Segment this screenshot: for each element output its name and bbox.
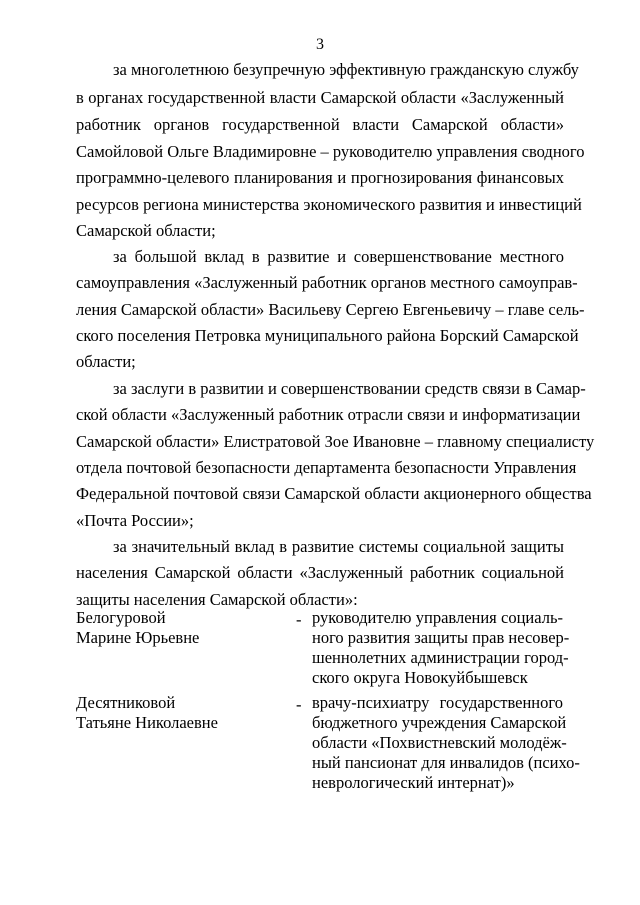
paragraph-line: Самарской области» Елистратовой Зое Ивановне – главному специалисту: [76, 432, 595, 451]
paragraph-line: ского поселения Петровка муниципального района Борский Самарской: [76, 326, 579, 345]
awardee-description-line: ного развития защиты прав несовер-: [312, 628, 570, 647]
paragraph-line: отдела почтовой безопасности департамента безопасности Управления: [76, 458, 577, 477]
paragraph-line: «Почта России»;: [76, 511, 194, 530]
paragraph-line: работник органов государственной власти Самарской области»: [76, 115, 564, 134]
awardee-description-line: шеннолетних администрации город-: [312, 648, 569, 667]
paragraph-line: за многолетнюю безупречную эффективную гражданскую службу: [113, 60, 579, 79]
awardee-name-line: Татьяне Николаевне: [76, 713, 218, 732]
paragraph-line: Федеральной почтовой связи Самарской области акционерного общества: [76, 484, 592, 503]
awardee-description-line: неврологический интернат)»: [312, 773, 515, 792]
paragraph-line: за значительный вклад в развитие системы социальной защиты: [113, 537, 564, 556]
paragraph-line: за большой вклад в развитие и совершенствование местного: [113, 247, 564, 266]
awardee-name-line: Десятниковой: [76, 693, 176, 712]
awardee-name-line: Белогуровой: [76, 608, 166, 627]
paragraph-line: Самойловой Ольге Владимировне – руководителю управления сводного: [76, 142, 585, 161]
paragraph-line: ской области «Заслуженный работник отрасли связи и информатизации: [76, 405, 581, 424]
page-number: 3: [316, 36, 324, 53]
awardee-description-line: руководителю управления социаль-: [312, 608, 563, 627]
paragraph-line: в органах государственной власти Самарской области «Заслуженный: [76, 88, 564, 107]
paragraph-line: Самарской области;: [76, 221, 216, 240]
paragraph-line: защиты населения Самарской области»:: [76, 590, 358, 609]
paragraph-line: самоуправления «Заслуженный работник органов местного самоуправ-: [76, 273, 578, 292]
awardee-description-line: ный пансионат для инвалидов (психо-: [312, 753, 580, 772]
awardee-description-line: врачу-психиатру государственного: [312, 693, 563, 712]
awardee-description-line: ского округа Новокуйбышевск: [312, 668, 528, 687]
paragraph-line: ресурсов региона министерства экономического развития и инвестиций: [76, 195, 582, 214]
awardee-dash: -: [296, 610, 302, 629]
awardee-description-line: области «Похвистневский молодёж-: [312, 733, 567, 752]
paragraph-line: программно-целевого планирования и прогнозирования финансовых: [76, 168, 564, 187]
paragraph-line: за заслуги в развитии и совершенствовании средств связи в Самар-: [113, 379, 586, 398]
awardee-description-line: бюджетного учреждения Самарской: [312, 713, 567, 732]
paragraph-line: области;: [76, 352, 136, 371]
paragraph-line: ления Самарской области» Васильеву Сергею Евгеньевичу – главе сель-: [76, 300, 585, 319]
awardee-name-line: Марине Юрьевне: [76, 628, 200, 647]
awardee-dash: -: [296, 695, 302, 714]
paragraph-line: населения Самарской области «Заслуженный работник социальной: [76, 563, 564, 582]
